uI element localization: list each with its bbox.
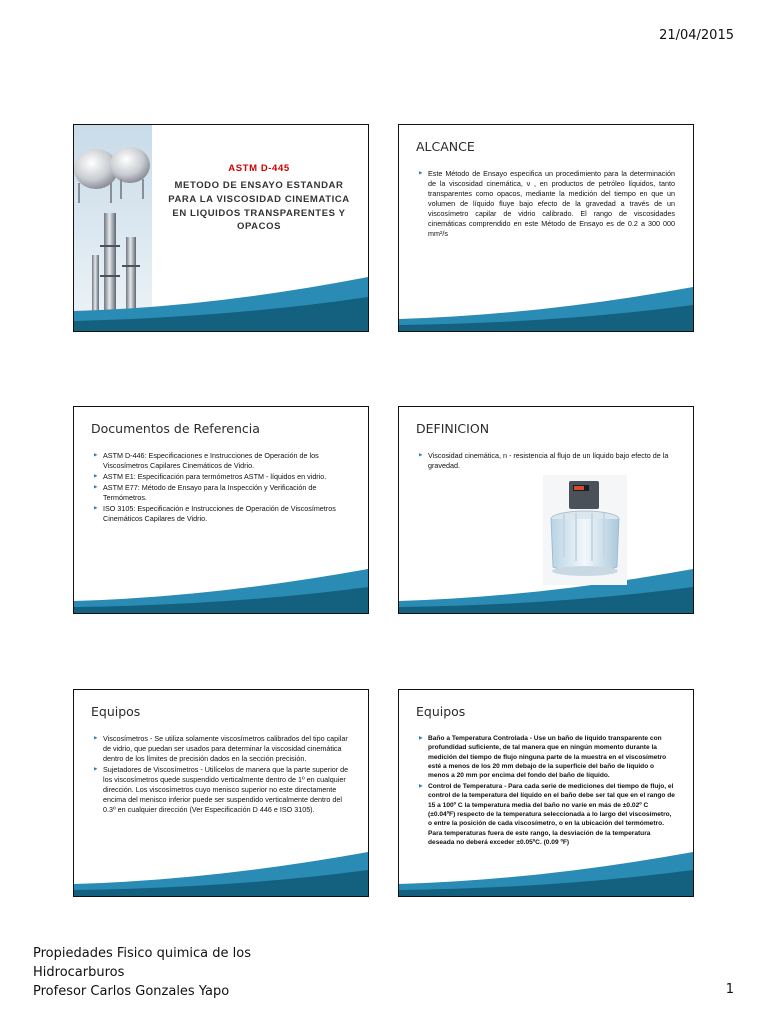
slide-definicion [398,406,694,614]
footer-line: Profesor Carlos Gonzales Yapo [33,984,230,999]
slide-title: Equipos [416,704,466,719]
bullet-list [94,734,350,816]
cover-standard-code: ASTM D-445 [228,163,290,174]
slide-documentos [73,406,369,614]
bullet-list [419,734,675,848]
slide-swoosh [74,836,368,896]
slide-equipos-2 [398,689,694,897]
slide-swoosh [74,553,368,613]
bullet-list [419,451,675,472]
bullet-item: ▶ ISO 3105: Especificación e Instrucciones de Operación de Viscosímetros Cinemáticos Capilares de Vidrio. [94,504,350,524]
bullet-item: ▶ ASTM E1: Especificación para termómetros ASTM - líquidos en vidrio. [94,472,350,482]
slide-title: Documentos de Referencia [91,421,260,436]
bullet-item: ▶ Este Método de Ensayo especifica un procedimiento para la determinación de la viscosidad cinemática, ν , en productos de petróleo líquidos, tanto transparentes como opacos, mediante la medición del tiempo en que un volumen de líquido fluye bajo efecto de la gravedad a través de un viscosímetro capilar de vidrio calibrado. El rango de viscosidades cinemáticas comprendido en este Método de Ensayo es de 0.2 a 300 000 mm²/s [419,169,675,239]
slide-cover [73,124,369,332]
slide-title: DEFINICION [416,421,490,436]
bullet-item: ▶ Baño a Temperatura Controlada - Use un baño de líquido transparente con profundidad suficiente, de tal manera que en ningún momento durante la medición del tiempo de flujo ninguna parte de la muestra en el viscosímetro esté a menos de los 20 mm debajo de la superficie del baño de líquido o menos a 20 mm por encima del fondo del baño de líquido. [419,734,675,781]
footer-course-info [33,944,251,1001]
bullet-item: ▶ ASTM E77: Método de Ensayo para la Inspección y Verificación de Termómetros. [94,483,350,503]
bullet-item: ▶ Control de Temperatura - Para cada serie de mediciones del tiempo de flujo, el control de la temperatura del líquido en el baño debe ser tal que en el rango de 15 a 100º C la temperatura media del baño no varíe en más de ±0.02º C (±0.04ºF) respecto de la temperatura seleccionada a lo largo del viscosímetro, o entre la posición de cada viscosímetro, o en la ubicación del termómetro. Para temperaturas fuera de este rango, la desviación de la temperatura deseada no deberá exceder ±0.05ºC. (0.09 ºF) [419,782,675,848]
bullet-item: ▶ Viscosidad cinemática, n - resistencia al flujo de un líquido bajo efecto de la gravedad. [419,451,675,471]
bullet-list [94,451,350,525]
footer-line: Hidrocarburos [33,965,125,980]
cover-title-block [164,163,354,234]
print-date: 21/04/2015 [659,28,734,43]
page-number: 1 [725,982,734,997]
slide-swoosh [74,271,368,331]
cover-main-title: METODO DE ENSAYO ESTANDAR PARA LA VISCOSIDAD CINEMATICA EN LIQUIDOS TRANSPARENTES Y OPACOS [168,180,350,233]
slide-title: Equipos [91,704,141,719]
slide-title: ALCANCE [416,139,475,154]
bullet-item: ▶ ASTM D-446: Especificaciones e Instrucciones de Operación de los Viscosímetros Capilares Cinemáticos de Vidrio. [94,451,350,471]
slide-swoosh [399,271,693,331]
slide-alcance [398,124,694,332]
viscometer-bath-image [543,475,627,585]
slide-equipos-1 [73,689,369,897]
footer-line: Propiedades Fisico quimica de los [33,946,251,961]
bullet-list [419,169,675,240]
bullet-item: ▶ Sujetadores de Viscosímetros - Utilícelos de manera que la parte superior de los viscosímetros quede suspendido verticalmente dentro de 1º en cualquier dirección. Los viscosímetros cuyo menisco superior no este directamente encima del menisco inferior puede ser suspendido verticalmente dentro del 0.3º en cualquier dirección (Ver Especificación D 446 e ISO 3105). [94,765,350,815]
bullet-item: ▶ Viscosímetros - Se utiliza solamente viscosímetros calibrados del tipo capilar de vidrio, que puedan ser usados para determinar la viscosidad cinemática dentro de los límites de precisión dados en la sección precisión. [94,734,350,764]
